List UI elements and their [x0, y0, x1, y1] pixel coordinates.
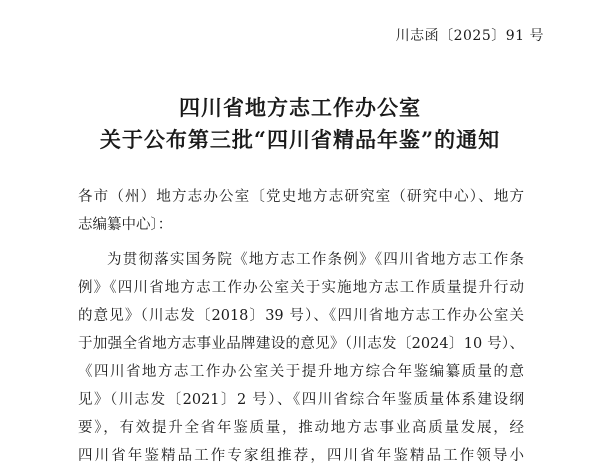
salutation — [78, 183, 524, 239]
paragraph-line: 四川省年鉴精品工作专家组推荐，四川省年鉴精品工作领导小 — [78, 448, 524, 464]
title-line-1: 四川省地方志工作办公室 — [179, 95, 421, 120]
paragraph-line: 的意见》（川志发〔2018〕39 号）、《四川省地方志工作办公室关 — [78, 308, 524, 324]
title-line-2: 关于公布第三批“四川省精品年鉴”的通知 — [99, 127, 501, 152]
paragraph-line: 于加强全省地方志事业品牌建设的意见》（川志发〔2024〕10 号）、 — [78, 336, 524, 352]
paragraph-line: 为贯彻落实国务院《地方志工作条例》《四川省地方志工作条 — [107, 252, 524, 268]
paragraph-line: 例》《四川省地方志工作办公室关于实施地方志工作质量提升行动 — [78, 280, 524, 296]
paragraph-line: 《四川省地方志工作办公室关于提升地方综合年鉴编纂质量的意 — [78, 364, 524, 380]
paragraph-line: 要》，有效提升全省年鉴质量，推动地方志事业高质量发展，经 — [78, 420, 524, 436]
body-paragraph — [78, 246, 524, 470]
salutation-line: 志编纂中心〕： — [78, 217, 173, 233]
paragraph-line: 见》（川志发〔2021〕2 号）、《四川省综合年鉴质量体系建设纲 — [78, 392, 524, 408]
salutation-line: 各市（州）地方志办公室〔党史地方志研究室（研究中心）、地方 — [78, 189, 524, 205]
document-number: 川志函〔2025〕91 号 — [395, 28, 544, 44]
